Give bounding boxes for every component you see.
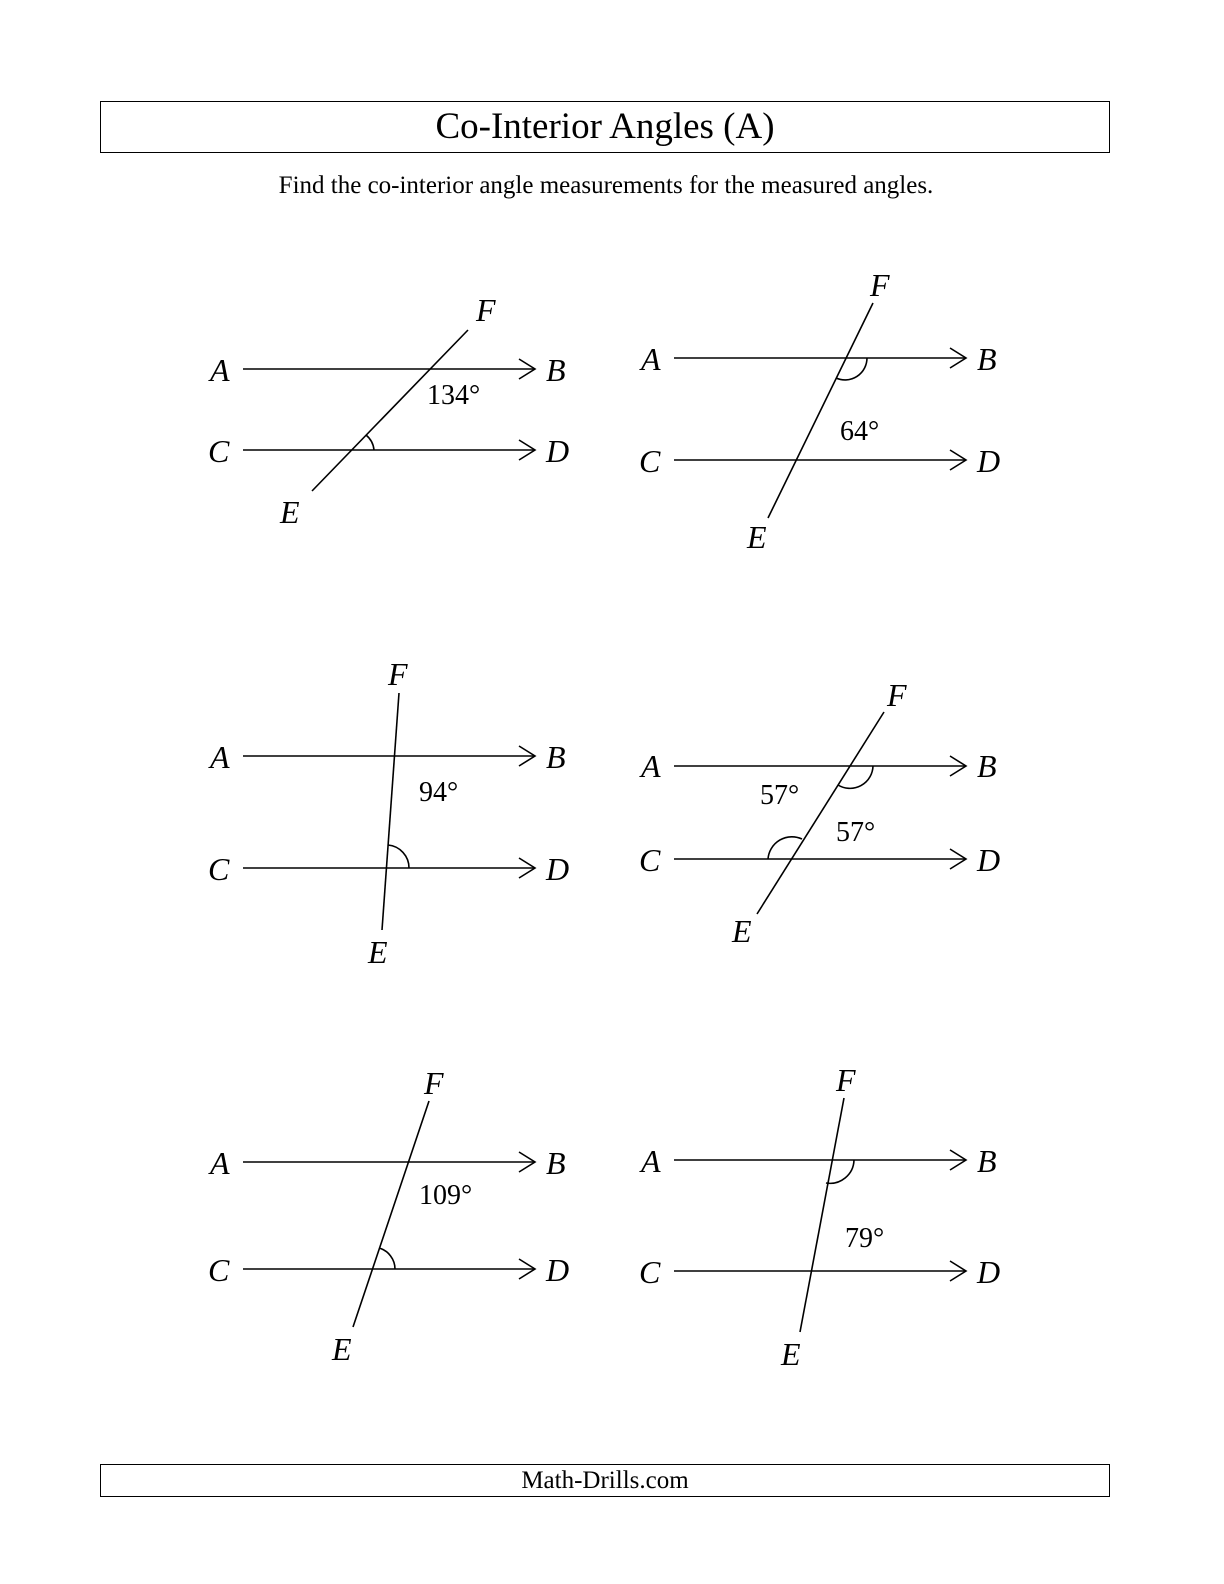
label-f: F xyxy=(836,1062,856,1098)
problem-2-diagram xyxy=(639,267,1000,555)
label-b: B xyxy=(546,352,566,388)
angle-measure: 79° xyxy=(845,1223,885,1254)
label-e: E xyxy=(280,494,300,530)
label-e: E xyxy=(781,1336,801,1372)
label-d: D xyxy=(977,842,1001,878)
label-a: A xyxy=(210,739,230,775)
label-e: E xyxy=(747,519,767,555)
label-b: B xyxy=(546,739,566,775)
problem-5-diagram xyxy=(208,1065,569,1367)
angle-measure: 134° xyxy=(427,380,481,411)
transversal-ef xyxy=(353,1101,429,1327)
label-d: D xyxy=(977,443,1001,479)
problem-3-diagram xyxy=(208,656,569,970)
label-b: B xyxy=(977,748,997,784)
footer-credit: Math-Drills.com xyxy=(100,1464,1110,1497)
label-f: F xyxy=(870,267,890,303)
label-d: D xyxy=(546,1252,570,1288)
angle-arc-cd xyxy=(379,1248,395,1269)
label-b: B xyxy=(977,341,997,377)
label-e: E xyxy=(732,913,752,949)
angle-arc-cd xyxy=(366,435,374,450)
angle-measure-1: 57° xyxy=(760,780,800,811)
transversal-ef xyxy=(757,712,884,914)
label-e: E xyxy=(332,1331,352,1367)
label-c: C xyxy=(639,842,661,878)
label-a: A xyxy=(641,1143,661,1179)
angle-arc-cd xyxy=(768,837,802,859)
problem-4-diagram xyxy=(639,677,1000,949)
label-f: F xyxy=(388,656,408,692)
label-b: B xyxy=(546,1145,566,1181)
angle-measure: 94° xyxy=(419,777,459,808)
transversal-ef xyxy=(768,303,873,518)
label-c: C xyxy=(639,1254,661,1290)
label-d: D xyxy=(546,851,570,887)
angle-arc-cd xyxy=(388,845,409,868)
label-e: E xyxy=(368,934,388,970)
angle-measure-2: 57° xyxy=(836,817,876,848)
label-a: A xyxy=(210,352,230,388)
label-c: C xyxy=(639,443,661,479)
angle-measure: 64° xyxy=(840,416,880,447)
label-f: F xyxy=(476,292,496,328)
angle-measure: 109° xyxy=(419,1180,473,1211)
label-b: B xyxy=(977,1143,997,1179)
label-a: A xyxy=(641,341,661,377)
problem-6-diagram xyxy=(639,1062,1000,1372)
problem-1-diagram xyxy=(208,292,569,530)
instructions: Find the co-interior angle measurements for the measured angles. xyxy=(278,172,934,199)
label-a: A xyxy=(641,748,661,784)
label-d: D xyxy=(546,433,570,469)
label-c: C xyxy=(208,851,230,887)
label-f: F xyxy=(887,677,907,713)
label-c: C xyxy=(208,1252,230,1288)
label-a: A xyxy=(210,1145,230,1181)
label-c: C xyxy=(208,433,230,469)
transversal-ef xyxy=(800,1098,844,1332)
transversal-ef xyxy=(382,693,399,930)
label-f: F xyxy=(424,1065,444,1101)
label-d: D xyxy=(977,1254,1001,1290)
worksheet-title: Co-Interior Angles (A) xyxy=(100,101,1110,153)
